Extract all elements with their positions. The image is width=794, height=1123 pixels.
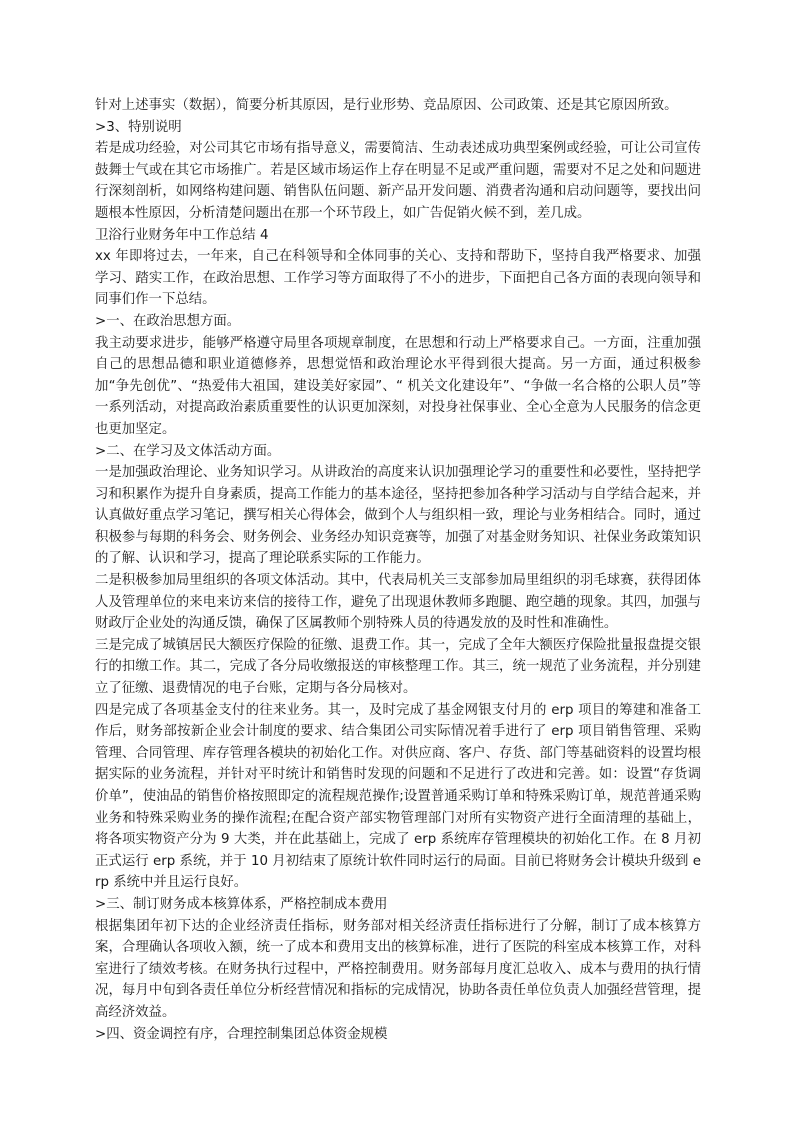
- paragraph-study-theory: 一是加强政治理论、业务知识学习。从讲政治的高度来认识加强理论学习的重要性和必要性，坚持把学习和积累作为提升自身素质，提高工作能力的基本途径，坚持把参加各种学习活动与自学结合起来，并认真做好重点学习笔记，撰写相关心得体会，做到个人与组织相一致，理论与业务相结合。同时，通过积极参与每期的科务会、财务例会、业务经办知识竞赛等，加强了对基金财务知识、社保业务政策知识的了解、认识和学习，提高了理论联系实际的工作能力。: [95, 465, 701, 567]
- paragraph-cost-accounting: 根据集团年初下达的企业经济责任指标，财务部对相关经济责任指标进行了分解，制订了成本核算方案，合理确认各项收入额，统一了成本和费用支出的核算标准，进行了医院的科室成本核算工作，对科室进行了绩效考核。在财务执行过程中，严格控制费用。财务部每月度汇总收入、成本与费用的执行情况，每月中旬到各责任单位分析经营情况和指标的完成情况，协助各责任单位负责人加强经营管理，提高经济效益。: [95, 918, 701, 1020]
- document-title: 卫浴行业财务年中工作总结 4: [95, 227, 269, 243]
- paragraph-intro: xx 年即将过去，一年来，自己在科领导和全体同事的关心、支持和帮助下，坚持自我严格要求、加强学习、踏实工作，在政治思想、工作学习等方面取得了不小的进步，下面把自己各方面的表现向领导和同事们作一下总结。: [95, 249, 701, 308]
- heading-special-notes: >3、特别说明: [95, 119, 182, 135]
- heading-study-activities: >二、在学习及文体活动方面。: [95, 443, 281, 459]
- paragraph-cultural-activities: 二是积极参加局里组织的各项文体活动。其中，代表局机关三支部参加局里组织的羽毛球赛，获得团体人及管理单位的来电来访来信的接待工作，避免了出现退休教师多跑腿、跑空趟的现象。其四，加强与财政厅企业处的沟通反馈，确保了区属教师个别特殊人员的待遇发放的及时性和准确性。: [95, 573, 701, 632]
- paragraph-political-thought: 我主动要求进步，能够严格遵守局里各项规章制度，在思想和行动上严格要求自己。一方面，注重加强自己的思想品德和职业道德修养，思想觉悟和政治理论水平得到很大提高。另一方面，通过积极参加“争先创优”、“热爱伟大祖国，建设美好家园”、“ 机关文化建设年”、“争做一名合格的公职人员”等一系列活动，对提高政治素质重要性的认识更加深刻，对投身社保事业、全心全意为人民服务的信念更也更加坚定。: [95, 335, 701, 437]
- paragraph-success-experience: 若是成功经验，对公司其它市场有指导意义，需要简洁、生动表述成功典型案例或经验，可让公司宣传鼓舞士气或在其它市场推广。若是区域市场运作上存在明显不足或严重问题，需要对不足之处和问题进行深刻剖析，如网络构建问题、销售队伍问题、新产品开发问题、消费者沟通和启动问题等，要找出问题根本性原因，分析清楚问题出在那一个环节段上，如广告促销火候不到，差几成。: [95, 141, 701, 221]
- document-page: [95, 95, 701, 1045]
- heading-fund-control: >四、资金调控有序，合理控制集团总体资金规模: [95, 1026, 388, 1042]
- paragraph-medical-insurance: 三是完成了城镇居民大额医疗保险的征缴、退费工作。其一，完成了全年大额医疗保险批量报盘提交银行的扣缴工作。其二，完成了各分局收缴报送的审核整理工作。其三，统一规范了业务流程，并分别建立了征缴、退费情况的电子台账，定期与各分局核对。: [95, 637, 701, 697]
- heading-cost-accounting: >三、制订财务成本核算体系，严格控制成本费用: [95, 896, 388, 912]
- paragraph-analysis-reasons: 针对上述事实（数据），简要分析其原因，是行业形势、竞品原因、公司政策、还是其它原因所致。: [95, 98, 678, 113]
- heading-political-thought: >一、在政治思想方面。: [95, 313, 241, 329]
- paragraph-fund-payments: 四是完成了各项基金支付的往来业务。其一，及时完成了基金网银支付月的 erp 项目的筹建和准备工作后，财务部按新企业会计制度的要求、结合集团公司实际情况着手进行了 erp 项目销售管理、采购管理、合同管理、库存管理各模块的初始化工作。对供应商、客户、存货、部门等基础资料的设置均根据实际的业务流程，并针对平时统计和销售时发现的问题和不足进行了改进和完善。如：设置“存货调价单”，使油品的销售价格按照即定的流程规范操作;设置普通采购订单和特殊采购订单，规范普通采购业务和特殊采购业务的操作流程;在配合资产部实物管理部门对所有实物资产进行全面清理的基础上，将各项实物资产分为 9 大类，并在此基础上，完成了 erp 系统库存管理模块的初始化工作。在 8 月初正式运行 erp 系统，并于 10 月初结束了原统计软件同时运行的局面。目前已将财务会计模块升级到 erp 系统中并且运行良好。: [95, 702, 701, 891]
